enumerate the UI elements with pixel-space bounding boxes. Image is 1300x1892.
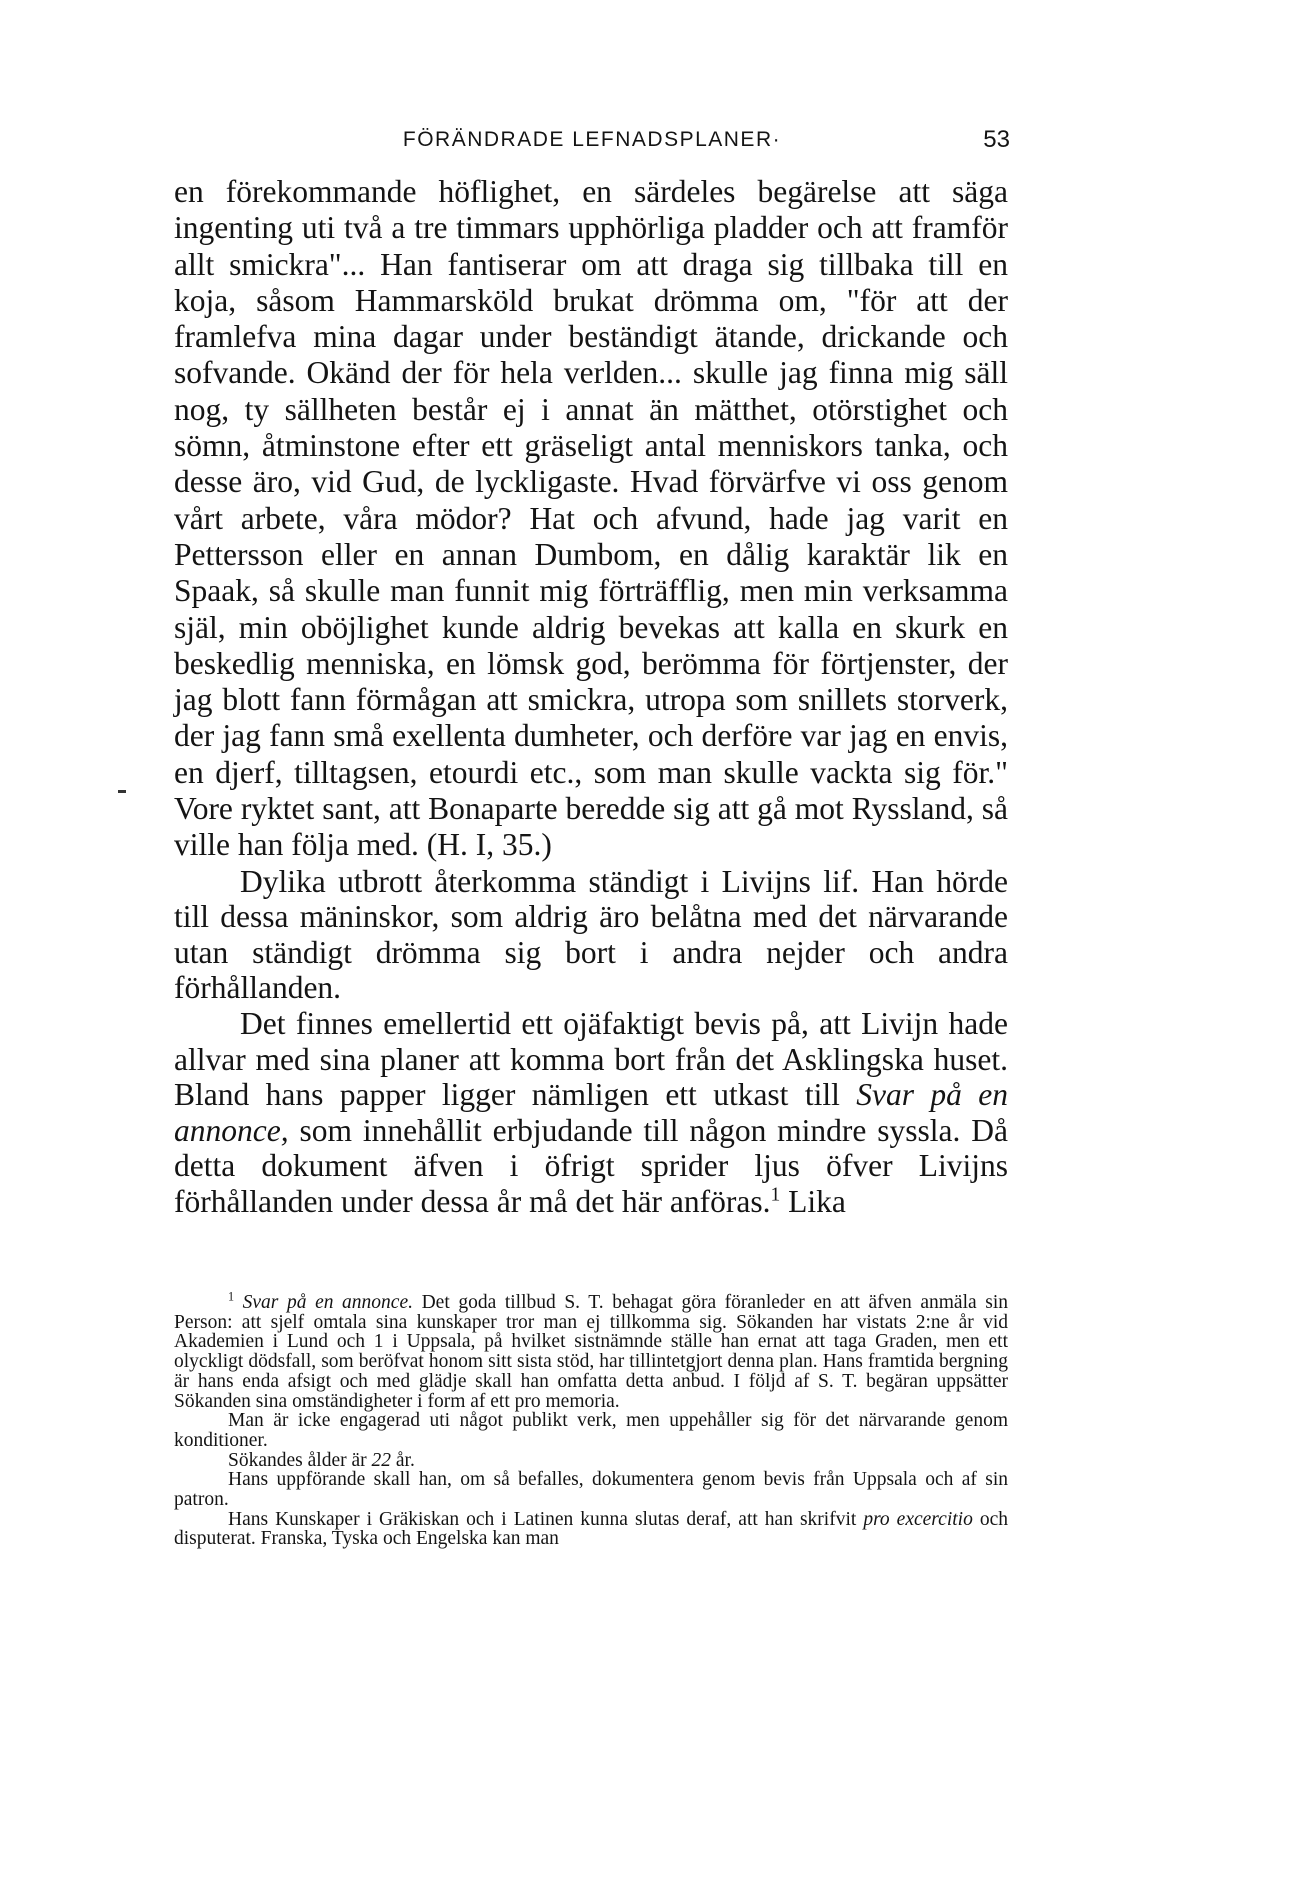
footnote-text-5b: och disputerat. Franska, Tyska och Engelska kan man: [174, 1508, 1008, 1550]
paragraph-3-text-b: som innehållit erbjudande till någon mindre syssla. Då detta dokument äfven i öfrigt sprider ljus öfver Livijns förhållanden under dessa år må det här anföras.: [174, 1112, 1008, 1219]
paragraph-3-text-a: Det finnes emellertid ett ojäfaktigt bevis på, att Livijn hade allvar med sina planer att komma bort från det Asklingska huset. Bland hans papper ligger nämligen ett utkast till: [174, 1006, 1008, 1113]
running-title: FÖRÄNDRADE LEFNADSPLANER·: [402, 128, 782, 151]
footnote-reference: 1: [770, 1184, 781, 1206]
paragraph-3: [174, 1006, 1008, 1220]
footnote-pro-excercitio: pro excercitio: [863, 1508, 973, 1530]
footnote-text-3b: år.: [391, 1449, 415, 1471]
footnote-text-1: Det goda tillbud S. T. behagat göra föranleder en att äfven anmäla sin Person: att sjelf omtala sina kunskaper tror man ej tillkomma sig. Sökanden har vistats 2:ne år vid Akademien i Lund och 1 i Uppsala, på hvilket sistnämnde ställe han ernat att taga Graden, men ett olyckligt dödsfall, som beröfvat honom sitt sista stöd, har tillintetgjort denna plan. Hans framtida bergning är hans enda afsigt och med glädje skall han omfatta detta anbud. I följd af S. T. begäran uppsätter Sökanden sina omständigheter i form af ett pro memoria.: [174, 1292, 1008, 1412]
page-number: 53: [983, 126, 1010, 153]
footnotes: [174, 1289, 1008, 1550]
footnote-paragraph-3: [174, 1451, 1008, 1471]
footnote-marker: 1: [228, 1289, 235, 1304]
footnote-text-5a: Hans Kunskaper i Gräkiskan och i Latinen kunna slutas deraf, att han skrifvit: [228, 1508, 864, 1530]
footnote-text-4: Hans uppförande skall han, om så befalles, dokumentera genom bevis från Uppsala och af sin patron.: [174, 1469, 1008, 1511]
footnote-title: Svar på en annonce.: [242, 1292, 413, 1313]
footnote-paragraph-4: [174, 1470, 1008, 1509]
margin-mark: [118, 790, 126, 793]
footnote-text-2: Man är icke engagerad uti något publikt verk, men uppehåller sig för det närvarande genom konditioner.: [174, 1410, 1008, 1451]
paragraph-2-text: Dylika utbrott återkomma ständigt i Livijns lif. Han hörde till dessa mäninskor, som aldrig äro belåtna med det närvarande utan ständigt drömma sig bort i andra nejder och andra förhållanden.: [174, 863, 1008, 1006]
paragraph-3-text-c: Lika: [780, 1183, 846, 1219]
paragraph-1: [174, 174, 1008, 864]
annonce-title: Svar på en annonce,: [174, 1077, 1008, 1148]
footnote-age: 22: [371, 1449, 391, 1471]
main-text: [174, 174, 1008, 1220]
footnote-1: [174, 1289, 1008, 1412]
paragraph-2: [174, 864, 1008, 1006]
footnote-paragraph-5: [174, 1510, 1008, 1549]
paragraph-1-text: en förekommande höflighet, en särdeles begärelse att säga ingenting uti två a tre timmars upphörliga pladder och att framför allt smickra"... Han fantiserar om att draga sig tillbaka till en koja, såsom Hammarsköld brukat drömma om, "för att der framlefva mina dagar under beständigt ätande, drickande och sofvande. Okänd der för hela verlden... skulle jag finna mig säll nog, ty sällheten består ej i annat än mätthet, otörstighet och sömn, åtminstone efter ett gräseligt antal menniskors tanka, och desse äro, vid Gud, de lyckligaste. Hvad förvärfve vi oss genom vårt arbete, våra mödor? Hat och afvund, hade jag varit en Pettersson eller en annan Dumbom, en dålig karaktär lik en Spaak, så skulle man funnit mig förträfflig, men min verksamma själ, min oböjlighet kunde aldrig bevekas att kalla en skurk en beskedlig menniska, en lömsk god, berömma för förtjenster, der jag blott fann förmågan att smickra, utropa som snillets storverk, der jag fann små exellenta dumheter, och derföre var jag en envis, en djerf, tilltagsen, etourdi etc., som man skulle vackta sig för." Vore ryktet sant, att Bonaparte beredde sig att gå mot Ryssland, så ville han följa med. (H. I, 35.): [174, 174, 1008, 863]
running-head: [174, 124, 1010, 156]
footnote-paragraph-2: [174, 1411, 1008, 1450]
footnote-text-3a: Sökandes ålder är: [228, 1449, 372, 1471]
